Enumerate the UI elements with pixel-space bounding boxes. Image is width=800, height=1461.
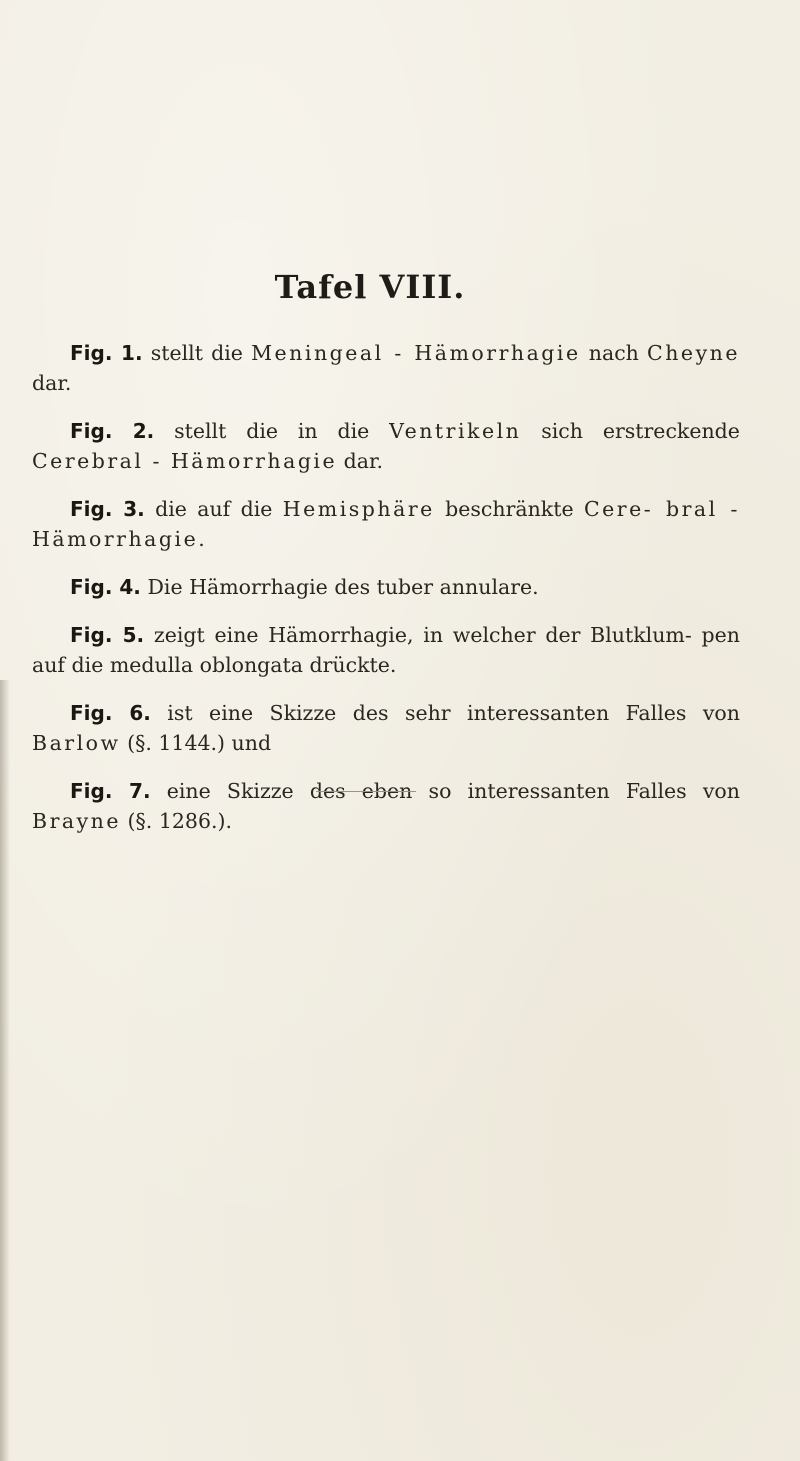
- figure-label: Fig. 1.: [70, 341, 143, 365]
- caption-reference: (§. 1144.) und: [127, 731, 272, 755]
- page-edge-shadow: [0, 680, 10, 1461]
- caption-text: eine Skizze des eben so interessanten Falles von: [166, 779, 740, 803]
- caption-text: dar.: [32, 371, 72, 395]
- caption-text: stellt die in die: [174, 419, 370, 443]
- caption-author: Brayne: [32, 809, 122, 833]
- figure-caption-2: [32, 416, 740, 476]
- section-divider: [316, 791, 416, 792]
- caption-text: dar.: [343, 449, 384, 473]
- figure-label: Fig. 2.: [70, 419, 155, 443]
- figure-caption-5: [32, 620, 740, 680]
- caption-text: sich erstreckende: [541, 419, 740, 443]
- figure-label: Fig. 6.: [70, 701, 151, 725]
- caption-text: zeigt eine Hämorrhagie, in welcher der Blutklum- pen auf die medulla oblongata drückte.: [32, 623, 740, 677]
- caption-text: Die Hämorrhagie des tuber annulare.: [147, 575, 539, 599]
- caption-term: Meningeal - Hämorrhagie: [251, 341, 581, 365]
- figure-label: Fig. 3.: [70, 497, 145, 521]
- caption-term: Hemisphäre: [282, 497, 435, 521]
- caption-term: Cere- bral - Hämorrhagie.: [32, 497, 740, 551]
- caption-text: ist eine Skizze des sehr interessanten Falles von: [167, 701, 740, 725]
- figure-caption-6: [32, 698, 740, 758]
- figure-label: Fig. 5.: [70, 623, 145, 647]
- caption-term: Cerebral - Hämorrhagie: [32, 449, 338, 473]
- caption-author: Cheyne: [647, 341, 740, 365]
- caption-text: nach: [588, 341, 639, 365]
- figure-caption-4: [32, 572, 740, 602]
- caption-text: stellt die: [150, 341, 243, 365]
- figure-label: Fig. 7.: [70, 779, 151, 803]
- caption-term: Ventrikeln: [389, 419, 522, 443]
- figure-captions: [32, 338, 740, 854]
- caption-text: beschränkte: [445, 497, 574, 521]
- figure-label: Fig. 4.: [70, 575, 141, 599]
- figure-caption-3: [32, 494, 740, 554]
- caption-text: die auf die: [155, 497, 273, 521]
- caption-reference: (§. 1286.).: [127, 809, 233, 833]
- figure-caption-7: [32, 776, 740, 836]
- plate-title: Tafel VIII.: [274, 268, 466, 306]
- caption-author: Barlow: [32, 731, 121, 755]
- figure-caption-1: [32, 338, 740, 398]
